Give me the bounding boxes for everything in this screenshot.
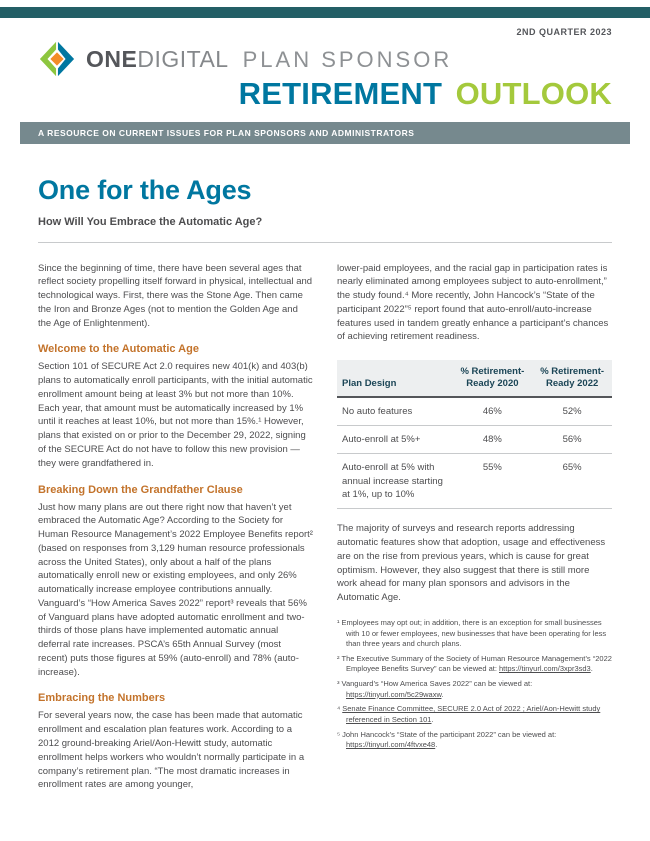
article-title: One for the Ages xyxy=(38,174,252,205)
article-subtitle: How Will You Embrace the Automatic Age? xyxy=(38,215,263,228)
cell-ready-2022: 52% xyxy=(532,397,612,426)
tagline-banner: A RESOURCE ON CURRENT ISSUES FOR PLAN SPONSORS AND ADMINISTRATORS xyxy=(20,122,630,144)
footnote-text: . xyxy=(590,664,593,674)
footnote-text: . xyxy=(435,740,438,750)
cell-plan-design: No auto features xyxy=(337,397,453,426)
right-column xyxy=(337,262,612,793)
section-paragraph: Just how many plans are out there right now that haven’t yet embraced the Automatic Age? According to the Society for Human Resource Management’s 2022 Employee Benefits report² (based on responses from 3,129 human resource professionals across the United States), only about a half of the plans automatically enroll new or existing employees, and only 26% automatically increase employee contributions annually. Vanguard’s “How America Saves 2022” report³ reveals that 56% of Vanguard plans have adopted automatic enrollment and two-thirds of those plans have implemented automatic annual deferral rate increases. PSCA’s 65th Annual Survey (most recent) puts those figures at 59% (auto-enroll) and 78% (auto-increase). xyxy=(38,501,313,678)
footnote-text: . xyxy=(431,715,434,725)
footnote xyxy=(337,679,612,700)
title-outlook: OUTLOOK xyxy=(455,76,612,111)
brand-plan-sponsor: PLAN SPONSOR xyxy=(242,46,453,72)
footnote-marker: ⁴ xyxy=(337,704,341,714)
footnote xyxy=(337,618,612,650)
footnote-marker: ⁵ xyxy=(337,729,341,739)
table-row xyxy=(337,426,612,454)
footnote xyxy=(337,730,612,751)
divider-rule xyxy=(38,242,612,243)
column-header-ready-2022: % Retirement-Ready 2022 xyxy=(532,360,612,397)
article xyxy=(0,144,650,793)
footnote xyxy=(337,654,612,675)
section-paragraph: Section 101 of SECURE Act 2.0 requires new 401(k) and 403(b) plans to automatically enroll participants, with the initial automatic enrollment amount being at least 3% but not more than 10%. Each year, that amount must be automatically increased by 1% until it reaches at least 10%, but not more than 15%.¹ However, plans that existed on or prior to the December 29, 2022, signing of the SECURE Act do not have to follow this new provision — they were grandfathered in. xyxy=(38,361,313,469)
issue-quarter: 2ND QUARTER 2023 xyxy=(516,27,612,37)
column-header-ready-2020: % Retirement-Ready 2020 xyxy=(453,360,533,397)
section-heading: Breaking Down the Grandfather Clause xyxy=(38,483,243,496)
column-header-plan-design: Plan Design xyxy=(337,360,453,397)
section-heading: Embracing the Numbers xyxy=(38,692,166,705)
cell-ready-2022: 65% xyxy=(532,454,612,509)
footnote-link[interactable]: https://tinyurl.com/4ftvxe48 xyxy=(346,740,436,750)
table-header-row xyxy=(337,360,612,397)
footnote-link[interactable]: https://tinyurl.com/5c29waxw xyxy=(346,689,442,699)
onedigital-logo-icon xyxy=(38,40,76,78)
footnote-marker: ² xyxy=(337,653,340,663)
brand-one: ONE xyxy=(86,45,138,72)
publication-title xyxy=(38,78,612,111)
brand-wordmark xyxy=(86,46,452,73)
footnote xyxy=(337,704,612,725)
section-grandfather-clause xyxy=(38,484,313,680)
closing-paragraph: The majority of surveys and research reports addressing automatic features show that adoption, usage and effectiveness are on the rise from previous years, which is cause for great optimism. However, they also suggest that there is still more work ahead for many plan sponsors and advisors in the Automatic Age. xyxy=(337,523,606,604)
footnote-marker: ³ xyxy=(337,679,340,689)
retirement-ready-table xyxy=(337,360,612,509)
title-retirement: RETIREMENT xyxy=(238,76,443,111)
section-paragraph: For several years now, the case has been made that automatic enrollment and escalation plan features work. According to a 2012 ground-breaking Ariel/Aon-Hewitt study, automatic enrollment helps workers who wouldn’t normally participate in a company’s retirement plan. “The most dramatic increases in enrollment rates are among younger, xyxy=(38,710,305,791)
footnote-text: John Hancock’s “State of the participant 2022” can be viewed at: xyxy=(342,729,557,739)
footnote-text: . xyxy=(441,689,444,699)
footnote-link[interactable]: https://tinyurl.com/3xpr3sd3 xyxy=(499,664,591,674)
footnote-text: Employees may opt out; in addition, there is an exception for small businesses with 10 or fewer employees, new businesses that have been operating for less than three years and church plans. xyxy=(341,617,607,649)
continuation-paragraph: lower-paid employees, and the racial gap in participation rates is nearly eliminated among employees subject to auto-enrollment,” the study found.⁴ More recently, John Hancock’s “State of the participant 2022”⁵ report found that auto-enroll/auto-increase features used in tandem greatly enhance a participant’s chances of achieving retirement readiness. xyxy=(337,262,609,343)
footnotes xyxy=(337,618,612,751)
section-embracing-numbers xyxy=(38,692,313,792)
section-heading: Welcome to the Automatic Age xyxy=(38,343,199,356)
footnote-text: Vanguard’s “How America Saves 2022” can be viewed at: xyxy=(341,679,533,689)
masthead xyxy=(0,18,650,111)
top-accent-bar xyxy=(0,7,650,18)
two-column-layout xyxy=(38,262,612,793)
cell-ready-2020: 55% xyxy=(453,454,533,509)
section-welcome xyxy=(38,343,313,470)
table-row xyxy=(337,454,612,509)
brand-digital: DIGITAL xyxy=(137,45,229,72)
cell-ready-2022: 56% xyxy=(532,426,612,454)
table-row xyxy=(337,397,612,426)
cell-ready-2020: 46% xyxy=(453,397,533,426)
cell-plan-design: Auto-enroll at 5%+ xyxy=(337,426,453,454)
intro-paragraph: Since the beginning of time, there have been several ages that reflect society propelling itself forward in physical, intellectual and technological ways. First, there was the Stone Age. Then came the Iron and Bronze Ages (not to mention the Golden Age and the Age of Enlightenment). xyxy=(38,262,313,329)
cell-ready-2020: 48% xyxy=(453,426,533,454)
left-column xyxy=(38,262,313,793)
footnote-link[interactable]: Senate Finance Committee, SECURE 2.0 Act of 2022 ; Ariel/Aon-Hewitt study referenced in Section 101 xyxy=(342,704,601,725)
cell-plan-design: Auto-enroll at 5% with annual increase starting at 1%, up to 10% xyxy=(337,454,453,509)
footnote-text: The Executive Summary of the Society of Human Resource Management’s “2022 Employee Benefits Survey” can be viewed at: xyxy=(341,653,612,674)
footnote-marker: ¹ xyxy=(337,617,340,627)
brand-row xyxy=(38,40,612,78)
